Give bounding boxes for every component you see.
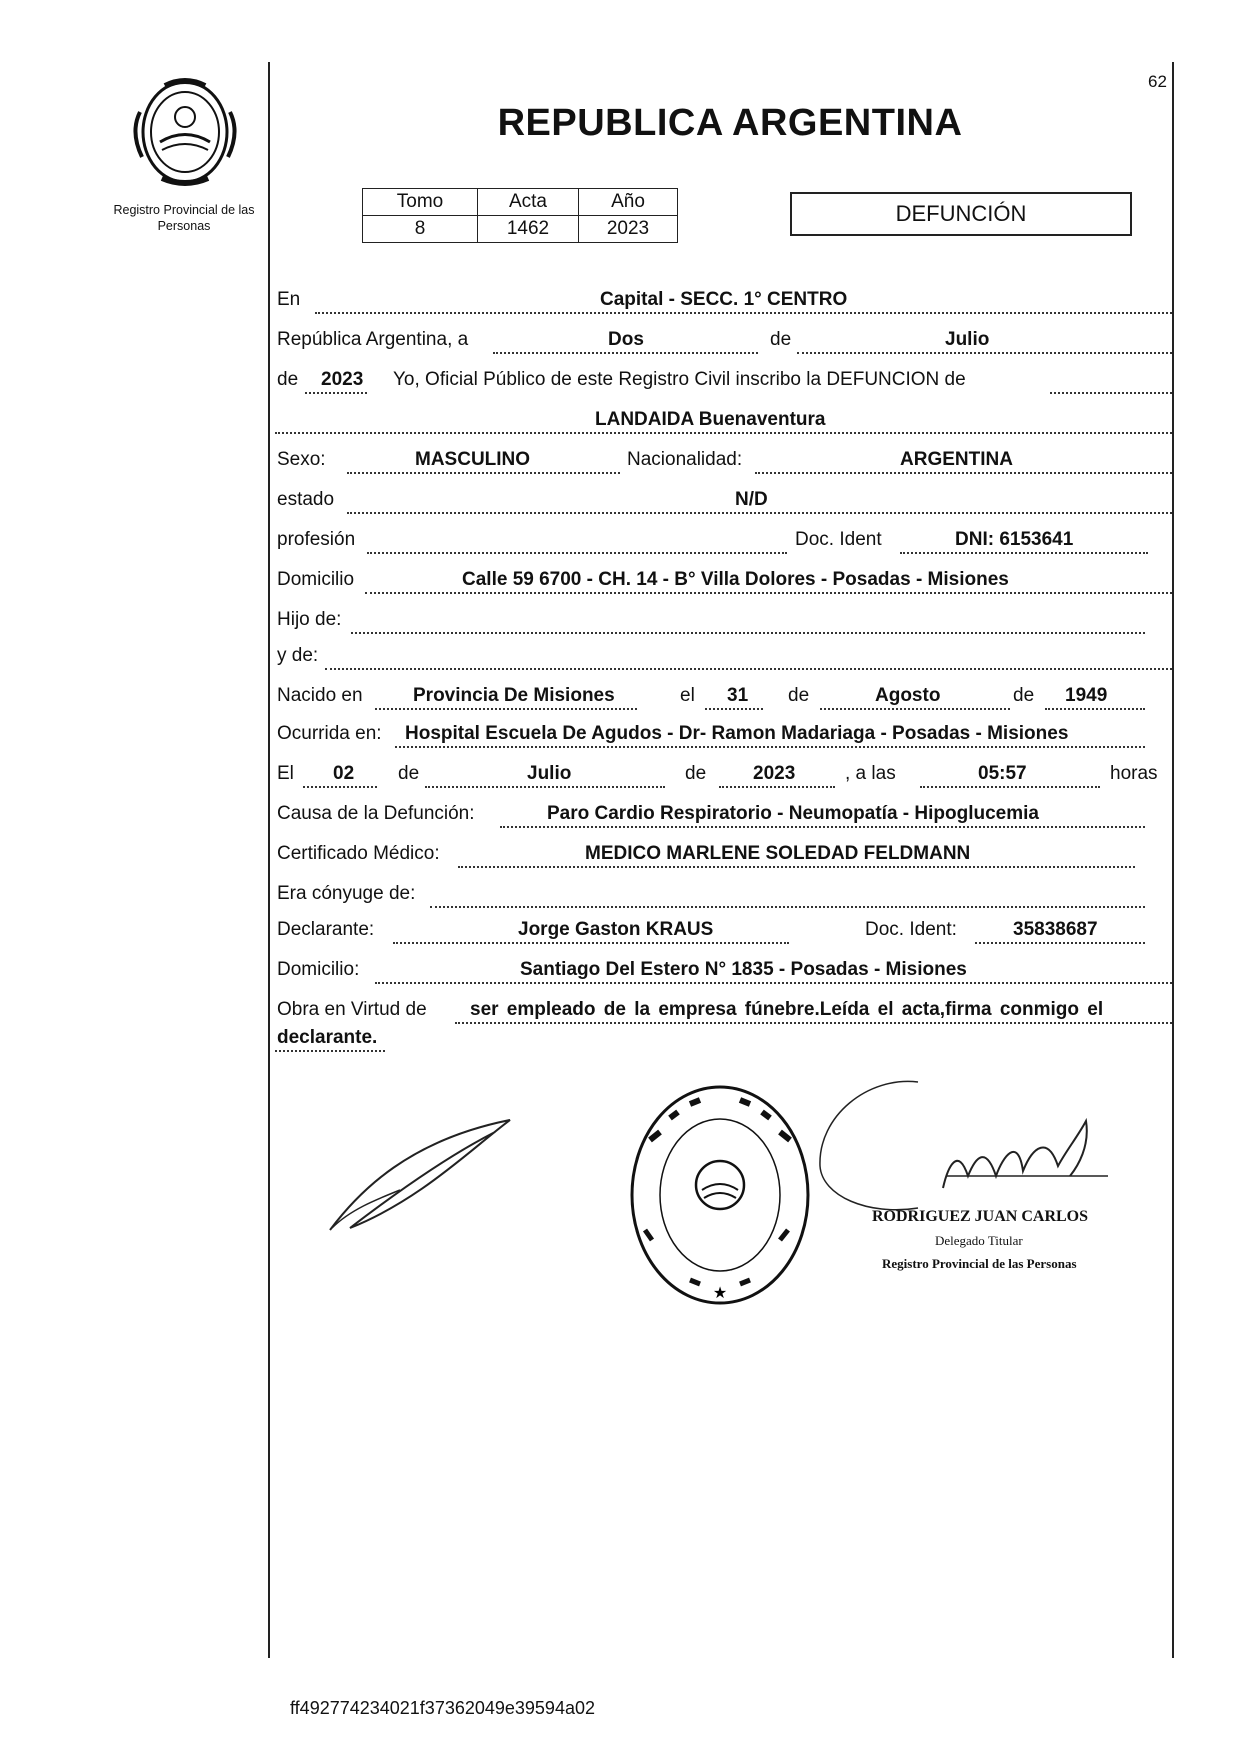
label-obra: Obra en Virtud de	[277, 999, 427, 1020]
value-def-hora: 05:57	[978, 763, 1027, 784]
row-domicilio	[275, 568, 1172, 594]
registry-label: Registro Provincial de las Personas	[113, 203, 255, 233]
acta-value: 1462	[478, 216, 579, 243]
row-fecha-inscripcion	[275, 328, 1172, 354]
row-nacimiento	[275, 684, 1172, 710]
label-yo: Yo, Oficial Público de este Registro Civil inscribo la DEFUNCION de	[393, 369, 966, 390]
page-number: 62	[1148, 72, 1167, 91]
label-estado: estado	[277, 489, 335, 510]
row-hijo-de	[275, 608, 1172, 634]
value-nacionalidad: ARGENTINA	[900, 449, 1013, 470]
label-de-6: de	[685, 763, 707, 784]
value-dia-inscripcion: Dos	[608, 329, 644, 350]
row-declarante	[275, 918, 1172, 944]
row-fecha-defuncion	[275, 762, 1172, 788]
value-nac-mes: Agosto	[875, 685, 941, 706]
anio-label: Año	[579, 189, 678, 216]
row-sexo-nacionalidad	[275, 448, 1172, 474]
row-lugar	[275, 288, 1172, 314]
value-sexo: MASCULINO	[415, 449, 531, 470]
label-causa: Causa de la Defunción:	[277, 803, 475, 824]
value-anio-inscripcion: 2023	[321, 369, 364, 390]
label-doc-ident: Doc. Ident	[795, 529, 882, 550]
value-def-anio: 2023	[753, 763, 796, 784]
label-de-4: de	[1013, 685, 1035, 706]
label-nacido-en: Nacido en	[277, 685, 363, 706]
official-office: Registro Provincial de las Personas	[882, 1256, 1077, 1271]
label-domicilio: Domicilio	[277, 569, 355, 590]
tomo-label: Tomo	[363, 189, 478, 216]
value-def-dia: 02	[333, 763, 355, 784]
acta-label: Acta	[478, 189, 579, 216]
label-de-1: de	[770, 329, 792, 350]
value-causa: Paro Cardio Respiratorio - Neumopatía - Hipoglucemia	[547, 803, 1039, 824]
row-certificado	[275, 842, 1172, 868]
value-obra-linea2: declarante.	[277, 1027, 378, 1048]
label-horas: horas	[1110, 763, 1158, 784]
row-nombre	[275, 408, 1172, 434]
provincial-seal-logo	[120, 72, 250, 192]
label-el-2: El	[277, 763, 294, 784]
label-el-1: el	[680, 685, 695, 706]
declarant-signature	[320, 1110, 520, 1240]
label-hijo-de: Hijo de:	[277, 609, 342, 630]
label-ocurrida-en: Ocurrida en:	[277, 723, 382, 744]
value-domicilio: Calle 59 6700 - CH. 14 - B° Villa Dolores - Posadas - Misiones	[462, 569, 1009, 590]
label-republica: República Argentina, a	[277, 329, 469, 350]
value-declarante: Jorge Gaston KRAUS	[518, 919, 714, 940]
row-causa	[275, 802, 1172, 828]
label-nacionalidad: Nacionalidad:	[627, 449, 743, 470]
left-margin-line	[268, 62, 270, 1658]
value-nac-anio: 1949	[1065, 685, 1108, 706]
value-def-mes: Julio	[527, 763, 572, 784]
row-domicilio-declarante	[275, 958, 1172, 984]
value-obra-linea1: ser empleado de la empresa fúnebre.Leída el acta,firma conmigo el	[470, 999, 1104, 1020]
row-profesion	[275, 528, 1172, 554]
row-estado	[275, 488, 1172, 514]
value-lugar: Capital - SECC. 1° CENTRO	[600, 289, 848, 310]
document-title: REPUBLICA ARGENTINA	[497, 102, 963, 144]
label-domicilio-2: Domicilio:	[277, 959, 360, 980]
value-declarante-domicilio: Santiago Del Estero N° 1835 - Posadas - Misiones	[520, 959, 967, 980]
value-certificado: MEDICO MARLENE SOLEDAD FELDMANN	[585, 843, 971, 864]
official-signature	[808, 1076, 1138, 1216]
label-conyuge: Era cónyuge de:	[277, 883, 416, 904]
official-role: Delegado Titular	[935, 1233, 1023, 1248]
value-estado: N/D	[735, 489, 768, 510]
label-sexo: Sexo:	[277, 449, 326, 470]
label-certificado: Certificado Médico:	[277, 843, 440, 864]
row-obra-continuacion	[275, 1026, 1172, 1052]
value-doc-ident: DNI: 6153641	[955, 529, 1074, 550]
anio-value: 2023	[579, 216, 678, 243]
value-ocurrida-en: Hospital Escuela De Agudos - Dr- Ramon Madariaga - Posadas - Misiones	[405, 723, 1069, 744]
value-nac-dia: 31	[727, 685, 749, 706]
document-type-box: DEFUNCIÓN	[790, 192, 1132, 236]
label-en: En	[277, 289, 301, 310]
label-declarante: Declarante:	[277, 919, 375, 940]
official-name: RODRIGUEZ JUAN CARLOS	[872, 1208, 1089, 1225]
value-declarante-doc: 35838687	[1013, 919, 1098, 940]
row-conyuge	[275, 882, 1172, 908]
value-nombre: LANDAIDA Buenaventura	[595, 409, 826, 430]
value-nacido-en: Provincia De Misiones	[413, 685, 615, 706]
row-inscripcion	[275, 368, 1172, 394]
document-hash: ff492774234021f37362049e39594a02	[290, 1698, 595, 1718]
label-a-las: , a las	[845, 763, 896, 784]
label-doc-ident-2: Doc. Ident:	[865, 919, 957, 940]
tomo-value: 8	[363, 216, 478, 243]
label-profesion: profesión	[277, 529, 356, 550]
label-de-2: de	[277, 369, 299, 390]
svg-text:★: ★	[712, 1283, 728, 1302]
label-de-5: de	[398, 763, 420, 784]
label-de-3: de	[788, 685, 810, 706]
right-margin-line	[1172, 62, 1174, 1658]
row-y-de	[275, 644, 1172, 670]
label-y-de: y de:	[277, 645, 319, 666]
official-stamp	[620, 1080, 820, 1310]
reference-table	[362, 188, 678, 243]
row-ocurrida-en	[275, 722, 1172, 748]
value-mes-inscripcion: Julio	[945, 329, 990, 350]
row-obra-en-virtud	[275, 998, 1172, 1024]
